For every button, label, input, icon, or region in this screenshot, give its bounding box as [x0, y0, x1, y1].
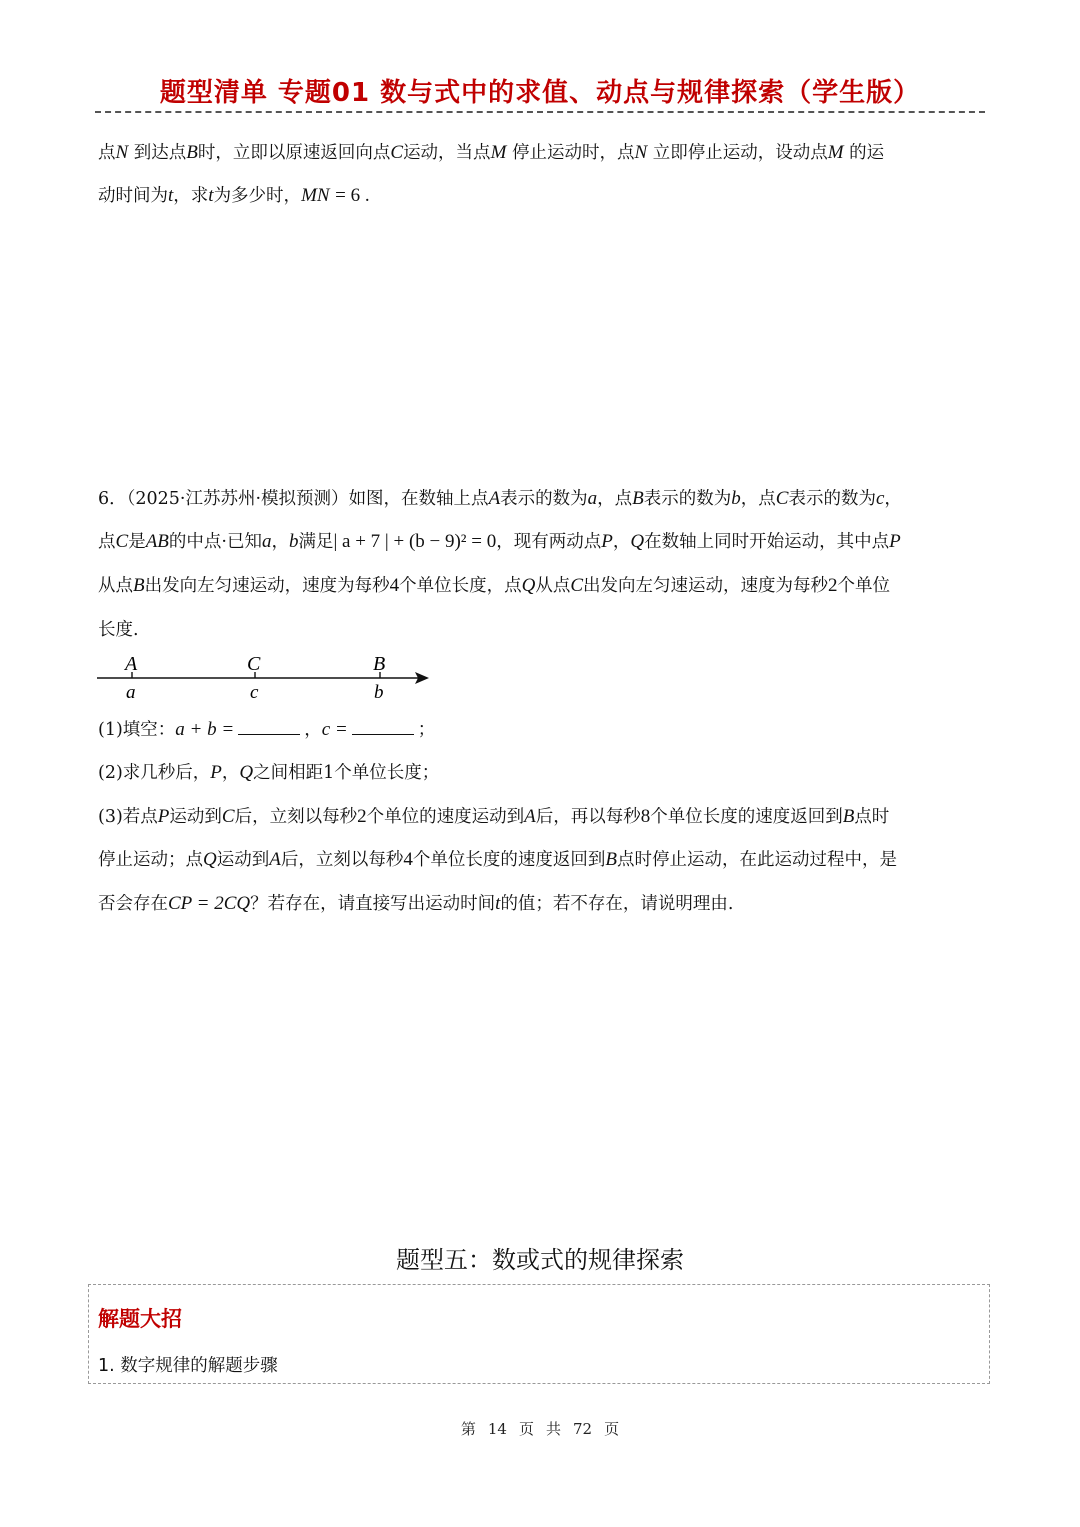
- section-title: 题型五：数或式的规律探索: [396, 1246, 684, 1274]
- value-b: b: [374, 682, 384, 703]
- page-footer: 第 14 页 共 72 页: [460, 1420, 620, 1438]
- total-pages: 72: [573, 1420, 593, 1438]
- answer-blank-2[interactable]: [352, 718, 414, 735]
- number-line-figure: [95, 650, 435, 706]
- question-1: (1)填空：a + b = ，c = ；: [98, 719, 436, 740]
- tip-box-title: 解题大招: [98, 1307, 182, 1331]
- answer-blank-1[interactable]: [238, 718, 300, 735]
- continuation-line-2: 动时间为t，求t为多少时，MN = 6 .: [98, 185, 370, 206]
- problem6-line-1: 6．（2025·江苏苏州·模拟预测）如图，在数轴上点A表示的数为a，点B表示的数为b，点C表示的数为c，: [98, 488, 902, 509]
- page-header-title: 题型清单 专题01 数与式中的求值、动点与规律探索（学生版）: [159, 78, 921, 108]
- current-page: 14: [487, 1420, 507, 1438]
- problem6-line-4: 长度.: [98, 620, 139, 640]
- tip-item-1: 1. 数字规律的解题步骤: [98, 1356, 278, 1376]
- continuation-line-1: 点N 到达点B时，立即以原速返回向点C运动，当点M 停止运动时，点N 立即停止运动，设动点M 的运: [98, 142, 885, 163]
- problem6-line-2: 点C是AB的中点·已知a，b满足| a + 7 | + (b − 9)² = 0，现有两动点P，Q在数轴上同时开始运动，其中点P: [98, 531, 901, 552]
- question-2: (2)求几秒后，P，Q之间相距1个单位长度；: [98, 762, 440, 783]
- question-3-line-2: 停止运动；点Q运动到A后，立刻以每秒4个单位长度的速度返回到B点时停止运动，在此运动过程中，是: [98, 849, 897, 870]
- question-3-line-1: (3)若点P运动到C后，立刻以每秒2个单位的速度运动到A后，再以每秒8个单位长度的速度返回到B点时: [98, 806, 890, 827]
- label-A: A: [125, 653, 138, 675]
- label-B: B: [373, 653, 386, 675]
- condition-expression: | a + 7 | + (b − 9)² = 0: [333, 531, 497, 552]
- value-c: c: [250, 682, 259, 703]
- label-C: C: [247, 653, 261, 675]
- header-divider: [95, 111, 985, 113]
- problem6-line-3: 从点B出发向左匀速运动，速度为每秒4个单位长度，点Q从点C出发向左匀速运动，速度为每秒2个单位: [98, 575, 891, 596]
- value-a: a: [126, 682, 136, 703]
- question-3-line-3: 否会存在CP = 2CQ？若存在，请直接写出运动时间t的值；若不存在，请说明理由.: [98, 893, 734, 914]
